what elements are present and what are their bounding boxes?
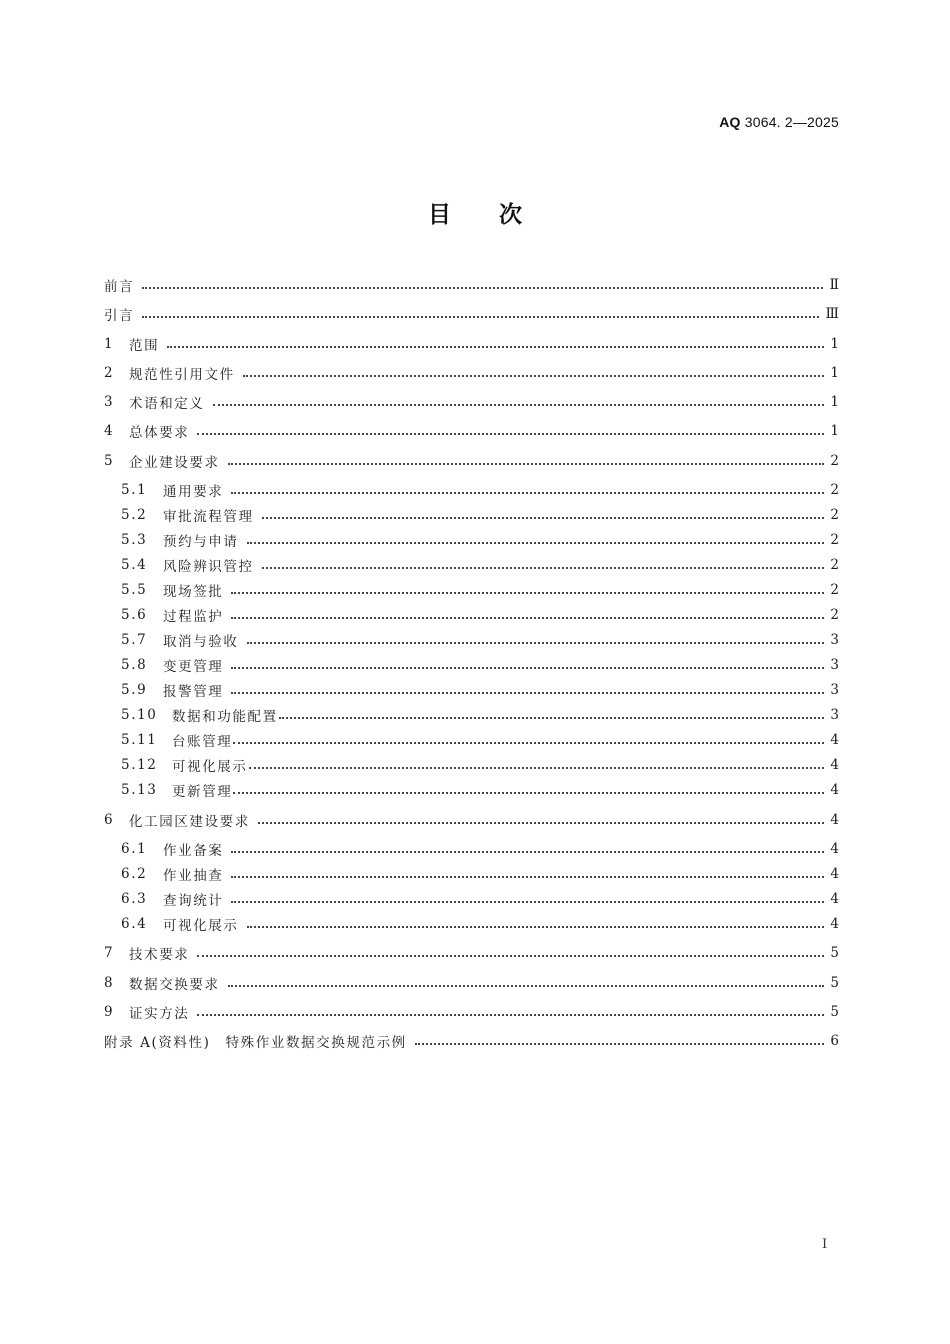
toc-entry-label: 作业备案 [163,843,224,859]
toc-entry-number: 3 [104,394,115,410]
toc-entry-page: Ⅲ [825,306,839,322]
toc-entry-label: 附录 A(资料性) 特殊作业数据交换规范示例 [104,1035,407,1051]
toc-entry-page: 6 [830,1033,839,1049]
toc-entry[interactable] [121,529,839,551]
toc-dot-leader [258,822,825,824]
toc-entry[interactable] [121,779,839,801]
toc-entry-page: 2 [830,507,839,523]
toc-entry-label: 范围 [129,338,160,354]
toc-dot-leader [213,404,825,406]
toc-entry-label: 总体要求 [129,425,190,441]
toc-entry-page: 5 [830,945,839,961]
toc-entry-page: 3 [830,682,839,698]
toc-entry-page: 1 [830,365,839,381]
toc-entry-page: 4 [830,782,839,798]
toc-entry-label: 可视化展示 [172,759,248,775]
toc-entry-label: 术语和定义 [129,396,205,412]
toc-entry-label: 变更管理 [163,659,224,675]
toc-entry-number: 5.12 [121,757,158,773]
toc-entry[interactable] [121,704,839,726]
toc-entry-page: 2 [830,453,839,469]
toc-entry-page: 5 [830,975,839,991]
toc-entry-number: 5.8 [121,657,148,673]
toc-dot-leader [142,316,819,318]
toc-entry-page: 4 [830,732,839,748]
toc-entry-label: 现场签批 [163,584,224,600]
toc-entry-number: 8 [104,975,115,991]
toc-entry-number: 5.10 [121,707,158,723]
toc-entry[interactable] [121,863,839,885]
toc-entry-number: 6.2 [121,866,148,882]
toc-entry-number: 6.3 [121,891,148,907]
toc-entry-page: 2 [830,582,839,598]
toc-dot-leader [231,667,824,669]
toc-dot-leader [249,767,825,769]
toc-entry-number: 2 [104,365,115,381]
toc-dot-leader [231,617,824,619]
toc-dot-leader [231,851,824,853]
toc-entry-number: 9 [104,1004,115,1020]
toc-entry-page: 5 [830,1004,839,1020]
toc-entry[interactable] [104,942,839,964]
toc-entry-page: 4 [830,866,839,882]
toc-entry-label: 台账管理 [172,734,233,750]
toc-entry[interactable] [121,504,839,526]
toc-entry[interactable] [104,972,839,994]
toc-entry-number: 5.5 [121,582,148,598]
toc-entry-page: 1 [830,423,839,439]
toc-entry-label: 规范性引用文件 [129,367,235,383]
toc-entry[interactable] [104,333,839,355]
toc-entry[interactable] [104,391,839,413]
toc-entry-label: 企业建设要求 [129,455,220,471]
toc-entry-page: 4 [830,841,839,857]
toc-entry-page: 4 [830,812,839,828]
toc-dot-leader [231,592,824,594]
toc-entry-number: 5.3 [121,532,148,548]
toc-dot-leader [415,1043,825,1045]
toc-entry-number: 5.1 [121,482,148,498]
toc-entry-number: 6 [104,812,115,828]
toc-entry-number: 5 [104,453,115,469]
toc-entry[interactable] [104,450,839,472]
toc-entry-page: 1 [830,394,839,410]
toc-entry[interactable] [121,654,839,676]
toc-entry-number: 5.4 [121,557,148,573]
toc-entry[interactable] [121,754,839,776]
toc-entry[interactable] [121,629,839,651]
toc-dot-leader [247,926,825,928]
toc-entry-page: 2 [830,557,839,573]
toc-entry-label: 报警管理 [163,684,224,700]
toc-entry[interactable] [121,729,839,751]
toc-entry[interactable] [104,809,839,831]
toc-entry[interactable] [121,604,839,626]
toc-entry-label: 证实方法 [129,1006,190,1022]
toc-entry-page: 2 [830,607,839,623]
toc-entry-label: 风险辨识管控 [163,559,254,575]
toc-entry-number: 7 [104,945,115,961]
toc-dot-leader [233,742,824,744]
toc-dot-leader [231,876,824,878]
document-code [719,114,839,130]
toc-dot-leader [231,492,824,494]
toc-dot-leader [142,287,823,289]
page-number: Ⅰ [822,1236,828,1251]
toc-entry-label: 可视化展示 [163,918,239,934]
toc-entry-label: 取消与验收 [163,634,239,650]
toc-entry[interactable] [121,888,839,910]
toc-entry-number: 5.2 [121,507,148,523]
toc-dot-leader [247,542,825,544]
toc-entry-page: 3 [830,657,839,673]
toc-entry-page: 4 [830,757,839,773]
toc-entry[interactable] [104,303,839,325]
toc-dot-leader [279,717,825,719]
toc-entry-page: 3 [830,632,839,648]
toc-entry[interactable] [121,838,839,860]
toc-entry-label: 化工园区建设要求 [129,814,250,830]
toc-entry-label: 查询统计 [163,893,224,909]
toc-dot-leader [243,375,825,377]
toc-entry-page: 2 [830,482,839,498]
toc-entry-label: 数据和功能配置 [172,709,278,725]
toc-dot-leader [197,433,824,435]
toc-entry-label: 通用要求 [163,484,224,500]
toc-entry[interactable] [104,362,839,384]
toc-dot-leader [231,692,824,694]
toc-entry-page: Ⅱ [829,277,839,293]
toc-entry[interactable] [121,913,839,935]
toc-entry-number: 4 [104,423,115,439]
toc-entry-label: 过程监护 [163,609,224,625]
toc-entry-number: 1 [104,336,115,352]
toc-dot-leader [262,567,825,569]
toc-entry[interactable] [121,479,839,501]
toc-entry-label: 数据交换要求 [129,977,220,993]
toc-entry[interactable] [104,420,839,442]
toc-entry-label: 前言 [104,279,135,295]
toc-dot-leader [228,463,825,465]
toc-entry[interactable] [121,554,839,576]
toc-dot-leader [247,642,825,644]
toc-entry-number: 5.9 [121,682,148,698]
toc-entry-label: 作业抽查 [163,868,224,884]
toc-entry-label: 引言 [104,308,135,324]
toc-entry-page: 3 [830,707,839,723]
toc-entry-label: 预约与申请 [163,534,239,550]
toc-dot-leader [231,901,824,903]
toc-entry[interactable] [104,1001,839,1023]
toc-entry-number: 5.6 [121,607,148,623]
toc-entry-label: 技术要求 [129,947,190,963]
toc-entry[interactable] [104,274,839,296]
toc-dot-leader [262,517,825,519]
document-code-number: 3064. 2—2025 [744,114,839,130]
toc-dot-leader [167,346,824,348]
toc-entry[interactable] [121,579,839,601]
toc-entry-number: 5.11 [121,732,158,748]
toc-entry-number: 6.1 [121,841,148,857]
toc-dot-leader [228,985,825,987]
toc-entry-label: 审批流程管理 [163,509,254,525]
toc-entry-page: 2 [830,532,839,548]
toc-entry-number: 6.4 [121,916,148,932]
toc-dot-leader [233,792,824,794]
toc-entry-page: 4 [830,891,839,907]
toc-dot-leader [197,955,824,957]
toc-title: 目次 [428,202,570,228]
toc-entry-page: 4 [830,916,839,932]
toc-entry-number: 5.13 [121,782,158,798]
toc-entry-number: 5.7 [121,632,148,648]
document-code-prefix: AQ [719,114,741,130]
toc-entry-page: 1 [830,336,839,352]
toc-dot-leader [197,1014,824,1016]
toc-entry[interactable] [121,679,839,701]
toc-entry-label: 更新管理 [172,784,233,800]
toc-entry[interactable] [104,1030,839,1052]
